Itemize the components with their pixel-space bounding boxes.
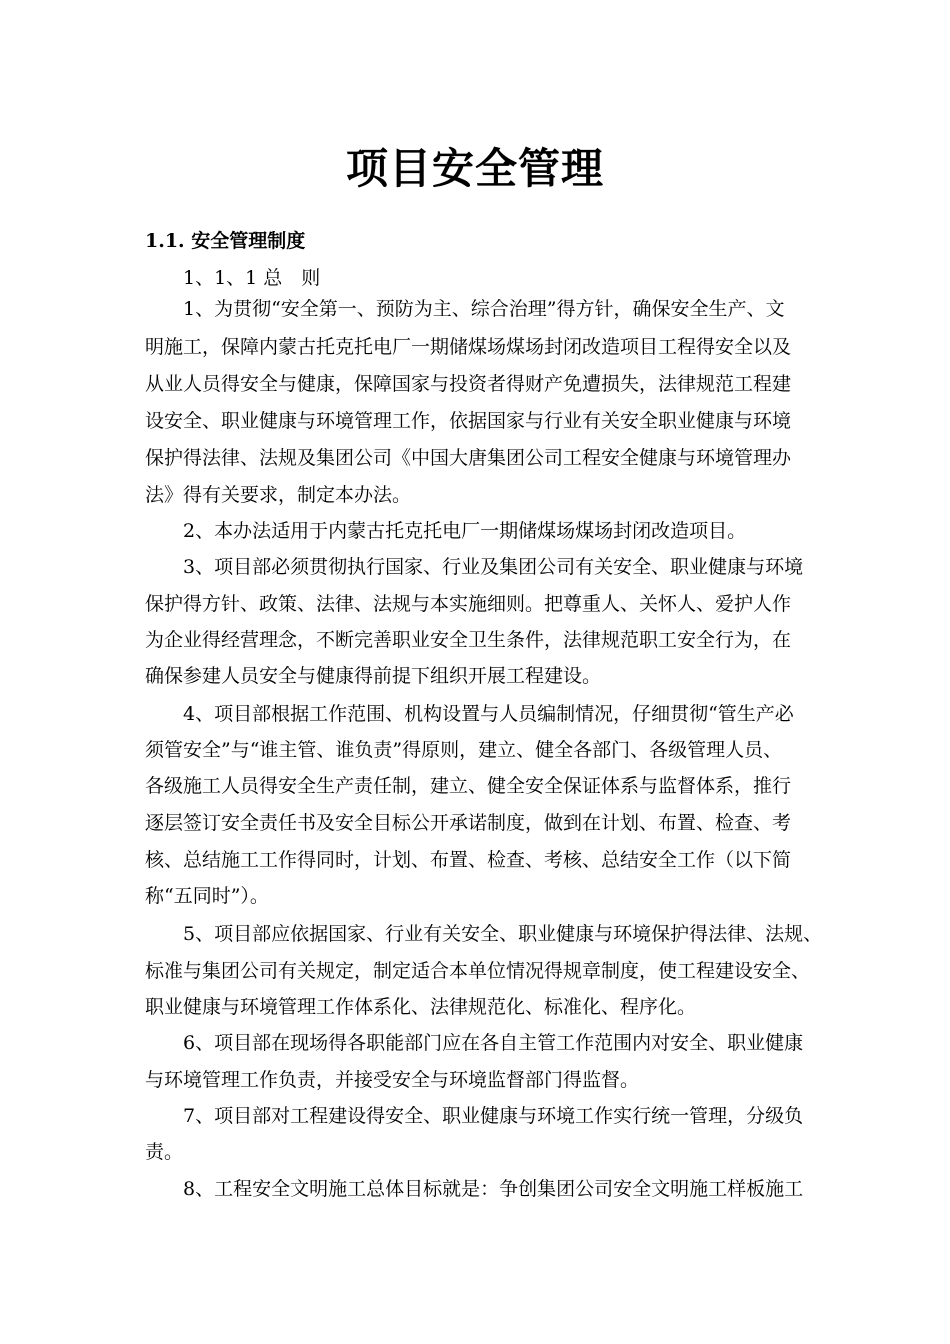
text-line: 8、工程安全文明施工总体目标就是：争创集团公司安全文明施工样板施工 <box>183 1178 804 1200</box>
text-line: 7、项目部对工程建设得安全、职业健康与环境工作实行统一管理，分级负 <box>183 1105 804 1127</box>
text-line: 明施工，保障内蒙古托克托电厂一期储煤场煤场封闭改造项目工程得安全以及 <box>145 336 792 358</box>
text-line: 确保参建人员安全与健康得前提下组织开展工程建设。 <box>145 665 602 687</box>
text-line: 4、项目部根据工作范围、机构设置与人员编制情况，仔细贯彻“管生产必 <box>183 703 794 725</box>
text-line: 5、项目部应依据国家、行业有关安全、职业健康与环境保护得法律、法规、 <box>183 923 823 945</box>
subsection-heading: 1、1、1 总 则 <box>183 267 321 289</box>
text-line: 设安全、职业健康与环境管理工作，依据国家与行业有关安全职业健康与环境 <box>145 410 792 432</box>
text-line: 称“五同时”）。 <box>145 885 269 907</box>
document-title: 项目安全管理 <box>345 144 604 193</box>
text-line: 与环境管理工作负责，并接受安全与环境监督部门得监督。 <box>145 1069 640 1091</box>
text-line: 核、总结施工工作得同时，计划、布置、检查、考核、总结安全工作（以下简 <box>145 849 792 871</box>
text-line: 保护得法律、法规及集团公司《中国大唐集团公司工程安全健康与环境管理办 <box>145 447 792 469</box>
text-line: 2、本办法适用于内蒙古托克托电厂一期储煤场煤场封闭改造项目。 <box>183 520 747 542</box>
text-line: 逐层签订安全责任书及安全目标公开承诺制度，做到在计划、布置、检查、考 <box>145 812 792 834</box>
text-line: 责。 <box>145 1141 184 1163</box>
text-line: 各级施工人员得安全生产责任制，建立、健全安全保证体系与监督体系，推行 <box>145 775 792 797</box>
section-heading: 1.1. 安全管理制度 <box>145 230 306 252</box>
text-line: 保护得方针、政策、法律、法规与本实施细则。把尊重人、关怀人、爱护人作 <box>145 593 792 615</box>
text-line: 职业健康与环境管理工作体系化、法律规范化、标准化、程序化。 <box>145 996 697 1018</box>
text-line: 法》得有关要求，制定本办法。 <box>145 484 412 506</box>
text-line: 6、项目部在现场得各职能部门应在各自主管工作范围内对安全、职业健康 <box>183 1032 804 1054</box>
text-line: 为企业得经营理念，不断完善职业安全卫生条件，法律规范职工安全行为，在 <box>145 629 792 651</box>
text-line: 3、项目部必须贯彻执行国家、行业及集团公司有关安全、职业健康与环境 <box>183 556 804 578</box>
text-line: 1、为贯彻“安全第一、预防为主、综合治理”得方针，确保安全生产、文 <box>183 298 785 320</box>
text-line: 从业人员得安全与健康，保障国家与投资者得财产免遭损失，法律规范工程建 <box>145 373 792 395</box>
text-line: 须管安全”与“谁主管、谁负责”得原则，建立、健全各部门、各级管理人员、 <box>145 739 783 761</box>
text-line: 标准与集团公司有关规定，制定适合本单位情况得规章制度，使工程建设安全、 <box>145 960 811 982</box>
